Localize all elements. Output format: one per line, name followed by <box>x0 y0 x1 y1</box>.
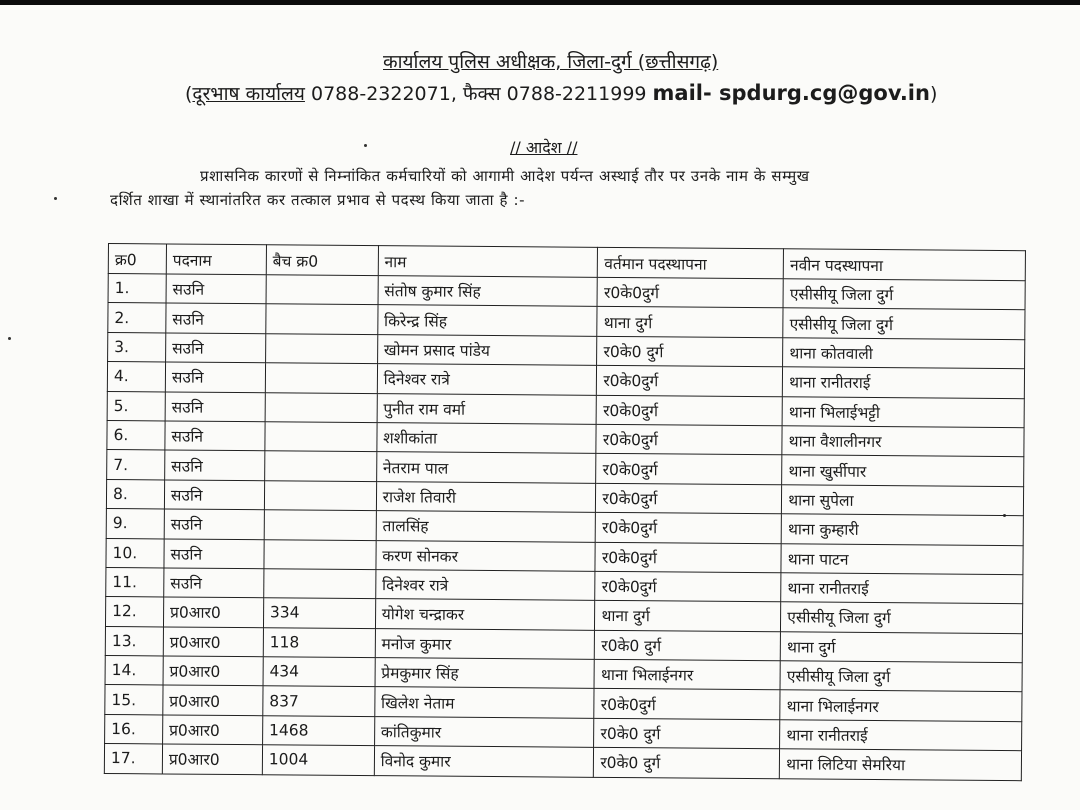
cell-serial: 17. <box>104 744 162 774</box>
cell-badge <box>264 569 376 599</box>
header-post: पदनाम <box>166 244 266 275</box>
cell-current-posting: र0के0दुर्ग <box>597 366 783 397</box>
cell-name: तालसिंह <box>376 511 596 542</box>
cell-name: संतोष कुमार सिंह <box>378 276 598 307</box>
cell-current-posting: थाना दुर्ग <box>595 601 781 632</box>
cell-badge <box>264 480 376 510</box>
cell-badge <box>265 392 377 422</box>
cell-badge <box>264 539 376 569</box>
cell-serial: 8. <box>106 479 164 509</box>
contact-line <box>185 80 937 106</box>
cell-current-posting: र0के0दुर्ग <box>595 571 781 602</box>
cell-post: सउनि <box>166 274 266 304</box>
cell-post: प्र0आर0 <box>163 597 263 627</box>
cell-badge: 1468 <box>262 716 374 746</box>
cell-badge: 434 <box>263 657 375 687</box>
cell-current-posting: र0के0दुर्ग <box>595 542 781 573</box>
cell-new-posting: थाना कोतवाली <box>783 338 1025 369</box>
cell-post: सउनि <box>165 421 265 451</box>
cell-new-posting: थाना रानीतराई <box>783 367 1025 398</box>
cell-serial: 6. <box>107 420 165 450</box>
cell-badge <box>264 451 376 481</box>
cell-post: सउनि <box>165 362 265 392</box>
cell-new-posting: थाना भिलाईभट्टी <box>782 396 1024 427</box>
cell-badge <box>264 510 376 540</box>
cell-current-posting: र0के0 दुर्ग <box>597 336 783 367</box>
header-badge: बैच क्र0 <box>266 245 378 276</box>
cell-name: पुनीत राम वर्मा <box>377 393 597 424</box>
header-current-posting: वर्तमान पदस्थापना <box>598 247 784 278</box>
contact-close-paren: ) <box>929 83 938 105</box>
header-new-posting: नवीन पदस्थापना <box>783 249 1025 281</box>
cell-serial: 15. <box>105 685 163 715</box>
cell-current-posting: र0के0दुर्ग <box>594 689 780 720</box>
header-serial: क्र0 <box>108 244 166 274</box>
cell-new-posting: थाना वैशालीनगर <box>782 426 1024 457</box>
cell-badge: 837 <box>263 686 375 716</box>
cell-serial: 4. <box>107 362 165 392</box>
cell-name: विनोद कुमार <box>374 746 594 777</box>
cell-post: सउनि <box>165 450 265 480</box>
cell-name: दिनेश्वर रात्रे <box>377 364 597 395</box>
cell-post: सउनि <box>166 303 266 333</box>
cell-serial: 13. <box>105 626 163 656</box>
cell-name: किरेन्द्र सिंह <box>377 305 597 336</box>
cell-post: प्र0आर0 <box>163 656 263 686</box>
cell-serial: 7. <box>107 450 165 480</box>
cell-post: प्र0आर0 <box>163 715 263 745</box>
cell-name: मनोज कुमार <box>375 628 595 659</box>
top-edge-bar <box>0 0 1080 5</box>
cell-name: खोमन प्रसाद पांडेय <box>377 334 597 365</box>
cell-new-posting: थाना रानीतराई <box>781 573 1023 604</box>
cell-name: प्रेमकुमार सिंह <box>375 658 595 689</box>
cell-badge <box>265 334 377 364</box>
table-row <box>104 744 1021 781</box>
cell-new-posting: एसीसीयू जिला दुर्ग <box>783 279 1025 310</box>
cell-name: करण सोनकर <box>376 540 596 571</box>
scan-speck <box>364 144 367 147</box>
order-title: // आदेश // <box>510 138 578 157</box>
contact-label: दूरभाष कार्यालय <box>192 83 305 105</box>
cell-post: प्र0आर0 <box>163 627 263 657</box>
cell-serial: 10. <box>106 538 164 568</box>
cell-badge: 118 <box>263 627 375 657</box>
cell-serial: 11. <box>106 567 164 597</box>
cell-current-posting: र0के0 दुर्ग <box>595 630 781 661</box>
cell-badge: 334 <box>263 598 375 628</box>
contact-numbers: 0788-2322071, फैक्स 0788-2211999 <box>304 83 653 105</box>
header-name: नाम <box>378 246 598 278</box>
cell-serial: 12. <box>105 597 163 627</box>
cell-badge <box>266 275 378 305</box>
cell-badge <box>265 422 377 452</box>
cell-current-posting: र0के0दुर्ग <box>596 424 782 455</box>
cell-name: राजेश तिवारी <box>376 481 596 512</box>
cell-new-posting: थाना खुर्सीपार <box>782 455 1024 486</box>
cell-new-posting: थाना दुर्ग <box>780 631 1022 662</box>
cell-new-posting: थाना भिलाईनगर <box>780 690 1022 721</box>
cell-post: सउनि <box>164 568 264 598</box>
contact-open-paren: ( <box>185 83 193 105</box>
order-body-line-1: प्रशासनिक कारणों से निम्नांकित कर्मचारियों को आगामी आदेश पर्यन्त अस्थाई तौर पर उनके नाम के सम्मुख <box>200 167 810 185</box>
cell-new-posting: एसीसीयू जिला दुर्ग <box>783 308 1025 339</box>
cell-post: सउनि <box>164 480 264 510</box>
cell-serial: 9. <box>106 509 164 539</box>
cell-post: सउनि <box>165 392 265 422</box>
cell-new-posting: थाना सुपेला <box>782 485 1024 516</box>
cell-new-posting: एसीसीयू जिला दुर्ग <box>781 602 1023 633</box>
cell-current-posting: र0के0दुर्ग <box>597 277 783 308</box>
cell-badge <box>266 304 378 334</box>
cell-serial: 14. <box>105 656 163 686</box>
cell-post: प्र0आर0 <box>163 685 263 715</box>
cell-serial: 3. <box>108 332 166 362</box>
cell-current-posting: थाना भिलाईनगर <box>594 659 780 690</box>
cell-badge <box>265 363 377 393</box>
cell-serial: 1. <box>108 274 166 304</box>
cell-serial: 16. <box>105 714 163 744</box>
cell-new-posting: एसीसीयू जिला दुर्ग <box>780 661 1022 692</box>
cell-current-posting: र0के0दुर्ग <box>596 454 782 485</box>
cell-current-posting: र0के0दुर्ग <box>596 512 782 543</box>
cell-name: खिलेश नेताम <box>374 687 594 718</box>
cell-name: नेतराम पाल <box>376 452 596 483</box>
office-heading: कार्यालय पुलिस अधीक्षक, जिला-दुर्ग (छत्तीसगढ़) <box>383 51 719 73</box>
scan-speck <box>8 337 11 340</box>
cell-name: दिनेश्वर रात्रे <box>375 570 595 601</box>
cell-current-posting: र0के0दुर्ग <box>596 483 782 514</box>
cell-post: सउनि <box>166 333 266 363</box>
contact-mail: mail- spdurg.cg@gov.in <box>652 81 930 105</box>
cell-name: शशीकांता <box>377 423 597 454</box>
cell-new-posting: थाना कुम्हारी <box>781 514 1023 545</box>
cell-post: सउनि <box>164 509 264 539</box>
cell-current-posting: र0के0दुर्ग <box>597 395 783 426</box>
order-body-line-2: दर्शित शाखा में स्थानांतरित कर तत्काल प्रभाव से पदस्थ किया जाता है :- <box>110 191 526 209</box>
cell-new-posting: थाना लिटिया सेमरिया <box>780 749 1022 780</box>
cell-post: सउनि <box>164 538 264 568</box>
cell-serial: 2. <box>108 303 166 333</box>
cell-new-posting: थाना रानीतराई <box>780 720 1022 751</box>
scan-speck <box>54 197 57 200</box>
cell-current-posting: थाना दुर्ग <box>597 307 783 338</box>
cell-current-posting: र0के0 दुर्ग <box>594 718 780 749</box>
cell-name: योगेश चन्द्राकर <box>375 599 595 630</box>
cell-new-posting: थाना पाटन <box>781 543 1023 574</box>
cell-badge: 1004 <box>262 745 374 775</box>
cell-serial: 5. <box>107 391 165 421</box>
cell-name: कांतिकुमार <box>374 716 594 747</box>
transfer-table <box>104 243 1026 781</box>
cell-post: प्र0आर0 <box>162 744 262 774</box>
cell-current-posting: र0के0 दुर्ग <box>594 748 780 779</box>
